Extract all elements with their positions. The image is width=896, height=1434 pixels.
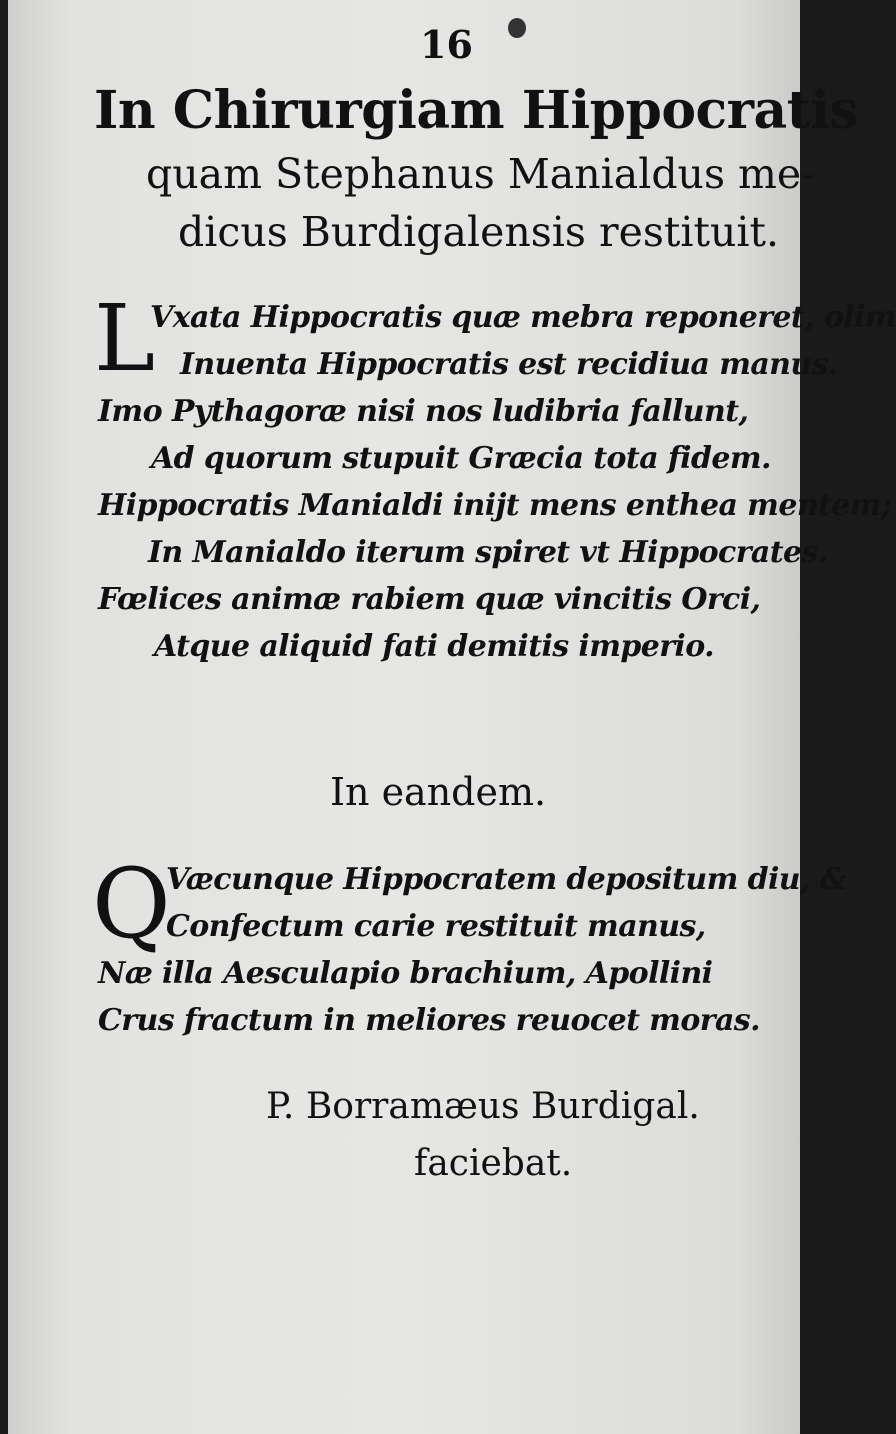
- ink-blot: [508, 18, 526, 38]
- book-page: [8, 0, 896, 1434]
- verse-line: Confectum carie restituit manus,: [166, 909, 706, 944]
- verse-line: In Manialdo iterum spiret vt Hippocrates.: [148, 535, 828, 570]
- title-line-3: dicus Burdigalensis restituit.: [178, 208, 779, 256]
- title-line-2: quam Stephanus Manialdus me-: [146, 150, 816, 198]
- verse-line: Næ illa Aesculapio brachium, Apollini: [98, 956, 713, 991]
- verse-line: Inuenta Hippocratis est recidiua manus.: [180, 347, 838, 382]
- verse-line: Hippocratis Manialdi inijt mens enthea mentem;: [98, 488, 892, 523]
- verse-line: Fœlices animæ rabiem quæ vincitis Orci,: [98, 582, 761, 617]
- verse-line: Crus fractum in meliores reuocet moras.: [98, 1003, 760, 1038]
- author-signature: P. Borramæus Burdigal.: [266, 1086, 700, 1127]
- title-line-1: In Chirurgiam Hippocratis: [94, 80, 859, 141]
- drop-cap-l: L: [94, 285, 156, 392]
- verse-line: Imo Pythagoræ nisi nos ludibria fallunt,: [98, 394, 749, 429]
- page-number: 16: [420, 22, 473, 67]
- section-heading: In eandem.: [330, 770, 547, 814]
- signature-verb: faciebat.: [414, 1143, 573, 1184]
- verse-line: Væcunque Hippocratem depositum diu, &: [166, 862, 847, 897]
- verse-line: Atque aliquid fati demitis imperio.: [154, 629, 714, 664]
- drop-cap-q: Q: [92, 848, 171, 960]
- verse-line: Ad quorum stupuit Græcia tota fidem.: [151, 441, 771, 476]
- verse-line: Vxata Hippocratis quæ mebra reponeret, olim: [150, 300, 896, 335]
